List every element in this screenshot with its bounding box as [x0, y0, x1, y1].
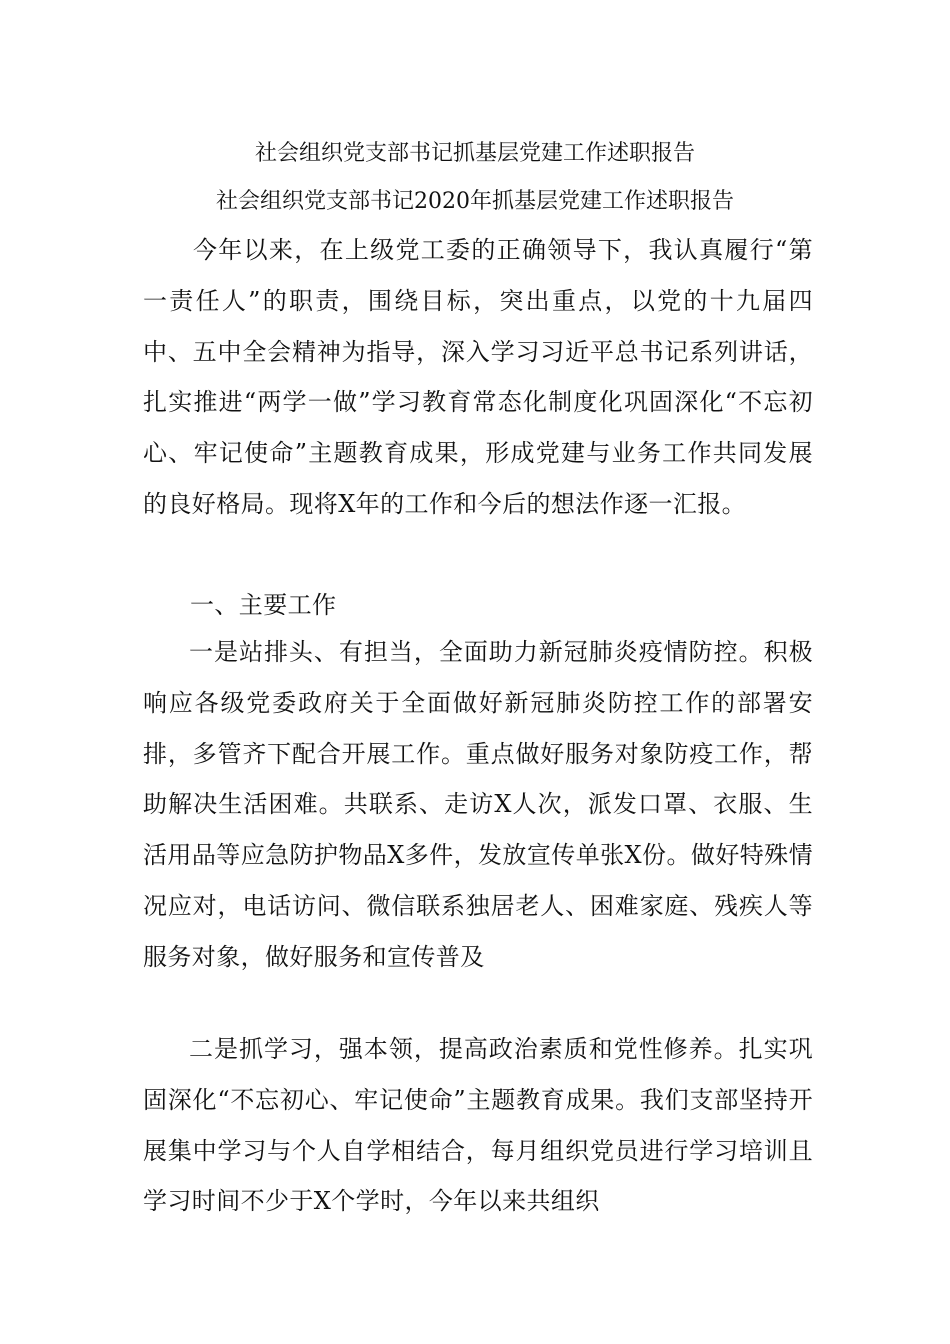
intro-paragraph: 今年以来，在上级党工委的正确领导下，我认真履行“第一责任人”的职责，围绕目标，突出重点，以党的十九届四中、五中全会精神为指导，深入学习习近平总书记系列讲话，扎实推进“两学一做”学习教育常态化制度化巩固深化“不忘初心、牢记使命”主题教育成果，形成党建与业务工作共同发展的良好格局。现将X年的工作和今后的想法作逐一汇报。 — [143, 236, 813, 518]
work-item-paragraph: 一是站排头、有担当，全面助力新冠肺炎疫情防控。积极响应各级党委政府关于全面做好新冠肺炎防控工作的部署安排，多管齐下配合开展工作。重点做好服务对象防疫工作，帮助解决生活困难。共联系、走访X人次，派发口罩、衣服、生活用品等应急防护物品X多件，发放宣传单张X份。做好特殊情况应对，电话访问、微信联系独居老人、困难家庭、残疾人等服务对象，做好服务和宣传普及 — [143, 638, 813, 971]
document-subtitle: 社会组织党支部书记2020年抓基层党建工作述职报告 — [216, 189, 734, 214]
work-item-paragraph: 二是抓学习，强本领，提高政治素质和党性修养。扎实巩固深化“不忘初心、牢记使命”主题教育成果。我们支部坚持开展集中学习与个人自学相结合，每月组织党员进行学习培训且学习时间不少于X个学时，今年以来共组织 — [143, 1035, 813, 1216]
section-heading: 一、主要工作 — [190, 591, 337, 619]
document-title: 社会组织党支部书记抓基层党建工作述职报告 — [254, 141, 695, 166]
